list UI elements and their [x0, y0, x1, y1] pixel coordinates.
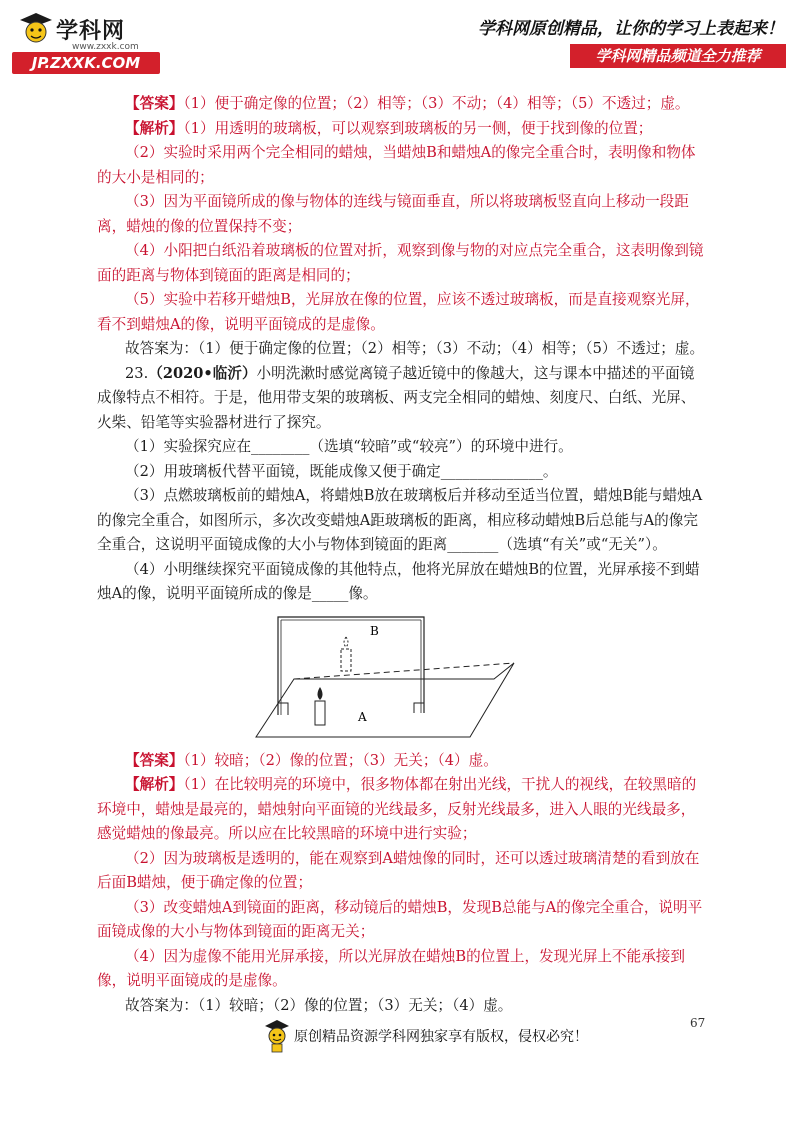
q23-analysis-3: （3）改变蜡烛A到镜面的距离，移动镜后的蜡烛B，发现B总能与A的像完全重合，说明平面镜成像的大小与物体到镜面的距离无关；: [97, 898, 703, 940]
stand-right: [414, 703, 424, 713]
prev-final-answer: 故答案为：（1）便于确定像的位置；（2）相等；（3）不动；（4）相等；（5）不透过；虚。: [125, 340, 705, 357]
label-b: B: [370, 623, 379, 638]
glass-bottom-dashed: [294, 663, 514, 679]
mascot-icon: [262, 1018, 292, 1054]
page-header: [0, 0, 800, 80]
prev-analysis-3: （3）因为平面镜所成的像与物体的连线与镜面垂直，所以将玻璃板竖直向上移动一段距离，蜡烛的像的位置保持不变；: [97, 193, 689, 235]
header-slogan: 学科网原创精品，让你的学习上表起来！: [478, 19, 784, 39]
prev-analysis-5: （5）实验中若移开蜡烛B，光屏放在像的位置，应该不透过玻璃板，而是直接观察光屏，看不到蜡烛A的像，说明平面镜成的是虚像。: [97, 291, 700, 333]
q23-analysis-2: （2）因为玻璃板是透明的，能在观察到A蜡烛像的同时，还可以透过玻璃清楚的看到放在后面B蜡烛，便于确定像的位置；: [97, 849, 700, 891]
question-23-stem: 23.（2020•临沂）小明洗漱时感觉离镜子越近镜中的像越大，这与课本中描述的平面镜成像特点不相符。于是，他用带支架的玻璃板、两支完全相同的蜡烛、刻度尺、白纸、光屏、火柴、铅笔等实验器材进行了探究。: [97, 364, 696, 431]
q23-final-answer: 故答案为：（1）较暗；（2）像的位置；（3）无关；（4）虚。: [125, 996, 513, 1014]
header-banner: 学科网精品频道全力推荐: [570, 44, 786, 68]
stand-left: [278, 703, 288, 715]
zxxk-logo: [12, 10, 162, 72]
page-footer: [262, 1018, 592, 1058]
paper-base: [256, 663, 514, 737]
label-a: A: [358, 709, 367, 724]
q23-analysis-4: （4）因为虚像不能用光屏承接，所以光屏放在蜡烛B的位置上，发现光屏上不能承接到像，说明平面镜成的是虚像。: [97, 947, 685, 989]
prev-analysis-4: （4）小阳把白纸沿着玻璃板的位置对折，观察到像与物的对应点完全重合，这表明像到镜面的距离与物体到镜面的距离是相同的；: [97, 242, 704, 284]
logo-url: JP.ZXXK.COM: [12, 52, 160, 74]
question-23-item-2: （2）用玻璃板代替平面镜，既能成像又便于确定______________。: [125, 462, 558, 480]
page-number: 67: [690, 1016, 706, 1030]
footer-copyright: 原创精品资源学科网独家享有版权，侵权必究！: [294, 1029, 588, 1045]
q23-answer: 【答案】（1）较暗；（2）像的位置；（3）无关；（4）虚。: [125, 751, 498, 769]
page-content: [97, 92, 707, 1018]
mirror-experiment-figure: [252, 611, 552, 741]
question-source: （2020•临沂）: [148, 364, 257, 382]
prev-answer: 【答案】（1）便于确定像的位置；（2）相等；（3）不动；（4）相等；（5）不透过；虚。: [125, 95, 690, 112]
question-23-item-4: （4）小明继续探究平面镜成像的其他特点，他将光屏放在蜡烛B的位置，光屏承接不到蜡烛A的像，说明平面镜所成的像是_____像。: [97, 560, 700, 602]
candle-a: [315, 701, 325, 725]
question-23-item-3: （3）点燃玻璃板前的蜡烛A，将蜡烛B放在玻璃板后并移动至适当位置，蜡烛B能与蜡烛A的像完全重合，如图所示，多次改变蜡烛A距玻璃板的距离，相应移动蜡烛B后总能与A的像完全重合，这说明平面镜成像的大小与物体到镜面的距离_______（选填“有关”或“无关”）。: [97, 487, 703, 553]
logo-name: 学科网: [56, 19, 126, 44]
candle-b-dashed: [341, 649, 351, 671]
mascot-icon: [14, 10, 54, 50]
question-23-item-1: （1）实验探究应在________（选填“较暗”或“较亮”）的环境中进行。: [125, 438, 573, 455]
prev-analysis-2: （2）实验时采用两个完全相同的蜡烛，当蜡烛B和蜡烛A的像完全重合时，表明像和物体的大小是相同的；: [97, 144, 696, 186]
prev-analysis-1: 【解析】（1）用透明的玻璃板，可以观察到玻璃板的另一侧，便于找到像的位置；: [125, 119, 653, 137]
q23-analysis-1: 【解析】（1）在比较明亮的环境中，很多物体都在射出光线，干扰人的视线，在较黑暗的环境中，蜡烛是最亮的，蜡烛射向平面镜的光线最多，反射光线最多，进入人眼的光线最多，感觉蜡烛的像最亮。所以应在比较黑暗的环境中进行实验；: [97, 776, 697, 842]
logo-subtitle: www.zxxk.com: [72, 42, 139, 52]
